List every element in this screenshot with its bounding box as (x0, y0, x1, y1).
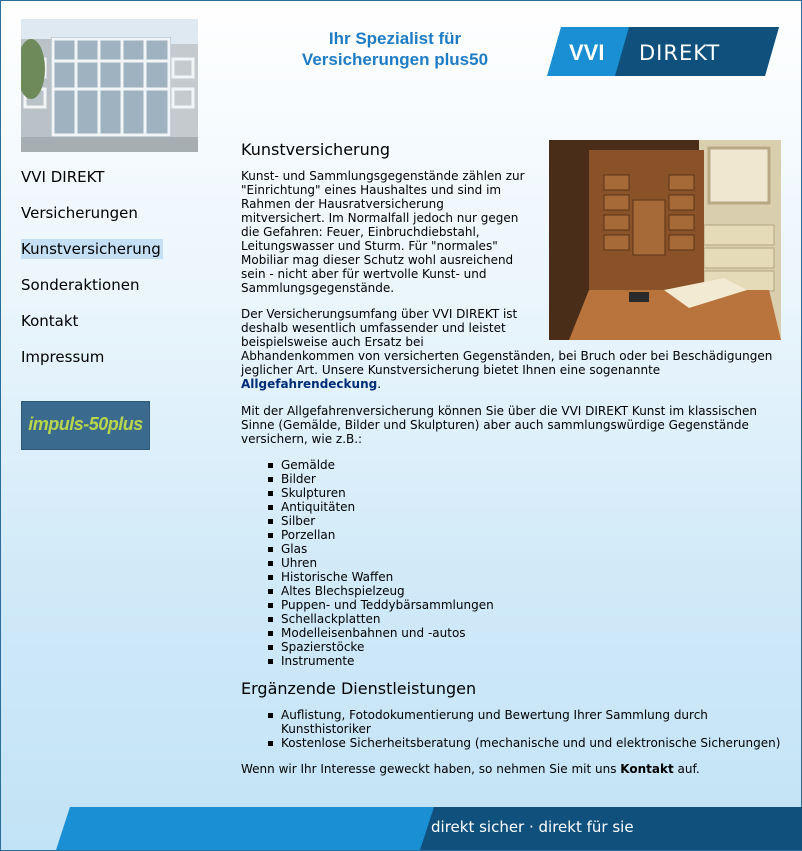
logo-direkt-text: DIREKT (639, 41, 721, 65)
coverage-text-end: . (377, 377, 382, 391)
main-navigation (21, 167, 163, 383)
list-item: Altes Blechspielzeug (281, 584, 781, 598)
list-item: Glas (281, 542, 781, 556)
nav-item-kunstversicherung[interactable]: Kunstversicherung (21, 240, 161, 258)
main-content (241, 140, 781, 776)
allrisk-paragraph: Mit der Allgefahrenversicherung können Sie über die VVI DIREKT Kunst im klassischen Sinne (Gemälde, Bilder und Skulpturen) aber auch sammlungswürdige Gegenstände versichern, wie z.B.: (241, 404, 757, 446)
closing-text: Wenn wir Ihr Interesse geweckt haben, so nehmen Sie mit uns (241, 762, 621, 776)
impuls-logo-text: impuls-50plus (28, 414, 143, 434)
services-list (241, 708, 781, 750)
list-item: Kostenlose Sicherheitsberatung (mechanische und und elektronische Sicherungen) (281, 736, 781, 750)
list-item: Puppen- und Teddybärsammlungen (281, 598, 781, 612)
allgefahrendeckung-link[interactable]: Allgefahrendeckung (241, 377, 378, 391)
coverage-text: Der Versicherungsumfang über VVI DIREKT ist deshalb wesentlich umfassender und leistet beispielsweise auch Ersatz bei Abhandenkommen von versicherten Gegenständen, bei Bruch oder bei Beschädigungen jeglicher Art. Unsere Kunstversicherung bietet Ihnen eine sogenannte (241, 307, 773, 377)
impuls-50plus-logo[interactable] (21, 401, 150, 450)
slogan-line-1: Ihr Spezialist für (328, 29, 462, 48)
nav-item-kontakt[interactable]: Kontakt (21, 312, 79, 330)
list-item: Uhren (281, 556, 781, 570)
page-title: Kunstversicherung (241, 140, 391, 159)
antique-secretary-photo (549, 140, 781, 340)
nav-item-sonderaktionen[interactable]: Sonderaktionen (21, 276, 140, 294)
slogan-line-2: Versicherungen plus50 (301, 50, 489, 69)
nav-item-versicherungen[interactable]: Versicherungen (21, 204, 138, 222)
list-item: Antiquitäten (281, 500, 781, 514)
services-heading: Ergänzende Dienstleistungen (241, 679, 477, 698)
header-slogan (270, 28, 520, 70)
list-item: Schellackplatten (281, 612, 781, 626)
vvi-direkt-logo[interactable] (547, 27, 779, 76)
list-item: Instrumente (281, 654, 781, 668)
list-item: Historische Waffen (281, 570, 781, 584)
list-item: Porzellan (281, 528, 781, 542)
kontakt-link[interactable]: Kontakt (620, 762, 674, 776)
logo-vvi-text: VVI (569, 40, 605, 65)
intro-paragraph: Kunst- und Sammlungsgegenstände zählen zur "Einrichtung" eines Haushaltes und sind im Rahmen der Hausratversicherung mitversichert. Im Normalfall jedoch nur gegen die Gefahren: Feuer, Einbruchdiebstahl, Leitungswasser und Sturm. Für "normales" Mobiliar mag dieser Schutz wohl ausreichend sein - nicht aber für wertvolle Kunst- und Sammlungsgegenstände. (241, 169, 525, 295)
nav-item-vvi-direkt[interactable]: VVI DIREKT (21, 168, 105, 186)
building-photo (21, 19, 198, 152)
list-item: Modelleisenbahnen und -autos (281, 626, 781, 640)
closing-text-end: auf. (673, 762, 700, 776)
footer-tagline: direkt sicher · direkt für sie (431, 818, 634, 836)
closing-paragraph (241, 762, 781, 776)
list-item: Bilder (281, 472, 781, 486)
footer-band-light (56, 807, 470, 850)
insurable-items-list (241, 458, 781, 668)
nav-item-impressum[interactable]: Impressum (21, 348, 105, 366)
list-item: Auflistung, Fotodokumentierung und Bewertung Ihrer Sammlung durch Kunsthistoriker (281, 708, 781, 736)
list-item: Skulpturen (281, 486, 781, 500)
list-item: Spazierstöcke (281, 640, 781, 654)
list-item: Silber (281, 514, 781, 528)
list-item: Gemälde (281, 458, 781, 472)
